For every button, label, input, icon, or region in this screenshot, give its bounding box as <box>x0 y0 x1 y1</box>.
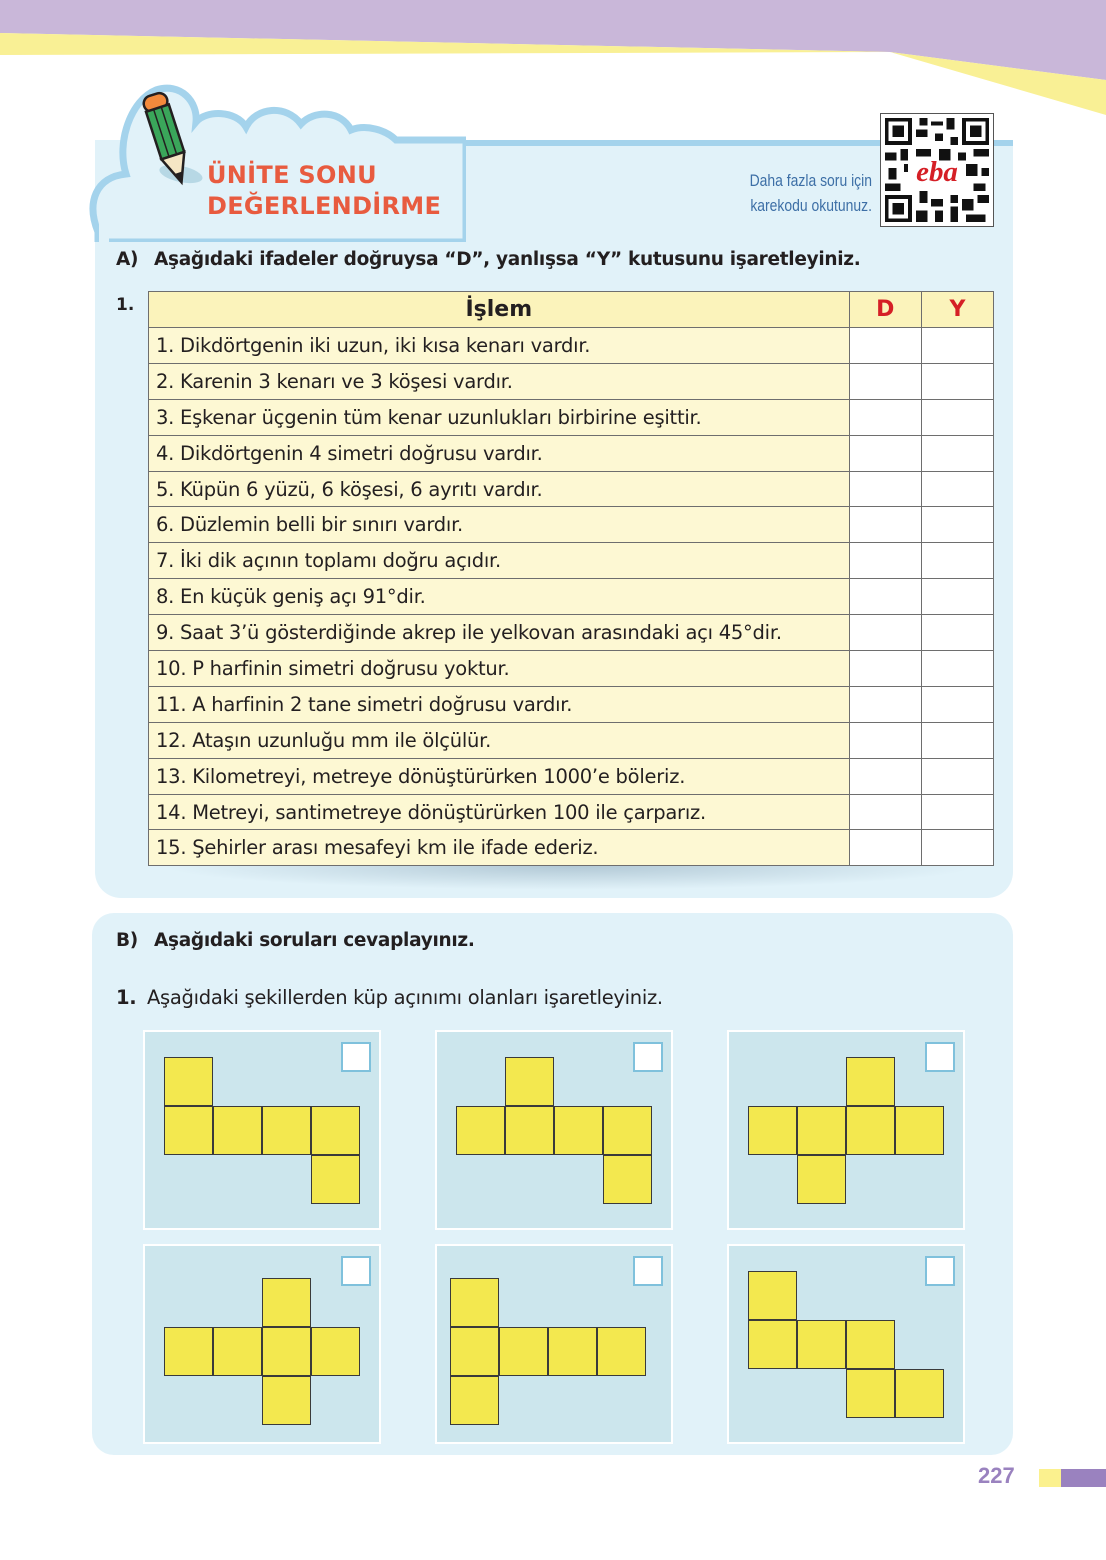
question-number: 1. <box>116 986 137 1009</box>
y-checkbox[interactable] <box>921 794 993 830</box>
net-square <box>262 1106 311 1155</box>
d-checkbox[interactable] <box>849 615 921 651</box>
y-checkbox[interactable] <box>921 758 993 794</box>
y-checkbox[interactable] <box>921 615 993 651</box>
cube-net-card-5 <box>435 1244 673 1444</box>
statement-cell: 14. Metreyi, santimetreye dönüştürürken 100 ile çarparız. <box>149 794 850 830</box>
cube-net-card-2 <box>435 1030 673 1230</box>
section-b-instruction-text: Aşağıdaki soruları cevaplayınız. <box>154 930 475 951</box>
question-text: Aşağıdaki şekillerden küp açınımı olanları işaretleyiniz. <box>147 986 663 1009</box>
net-square <box>450 1278 499 1327</box>
section-a-label: A) <box>116 249 139 270</box>
answer-checkbox[interactable] <box>633 1256 663 1286</box>
net-square <box>311 1106 360 1155</box>
table-row <box>149 651 994 687</box>
y-checkbox[interactable] <box>921 543 993 579</box>
qr-code-icon[interactable] <box>880 113 994 227</box>
table-shadow <box>160 866 980 890</box>
d-checkbox[interactable] <box>849 399 921 435</box>
net-square <box>846 1320 895 1369</box>
answer-checkbox[interactable] <box>925 1042 955 1072</box>
y-checkbox[interactable] <box>921 507 993 543</box>
net-square <box>505 1106 554 1155</box>
page-tab-purple <box>1061 1469 1106 1487</box>
d-checkbox[interactable] <box>849 722 921 758</box>
table-row <box>149 435 994 471</box>
table-row <box>149 363 994 399</box>
table-row <box>149 758 994 794</box>
d-checkbox[interactable] <box>849 507 921 543</box>
table-row <box>149 615 994 651</box>
net-square <box>262 1278 311 1327</box>
d-checkbox[interactable] <box>849 579 921 615</box>
section-b-instruction <box>116 930 475 951</box>
net-square <box>213 1327 262 1376</box>
d-checkbox[interactable] <box>849 651 921 687</box>
statement-cell: 2. Karenin 3 kenarı ve 3 köşesi vardır. <box>149 363 850 399</box>
net-square <box>164 1327 213 1376</box>
statement-cell: 3. Eşkenar üçgenin tüm kenar uzunlukları birbirine eşittir. <box>149 399 850 435</box>
net-square <box>846 1057 895 1106</box>
statement-cell: 13. Kilometreyi, metreye dönüştürürken 1000’e böleriz. <box>149 758 850 794</box>
statement-cell: 15. Şehirler arası mesafeyi km ile ifade ederiz. <box>149 830 850 866</box>
answer-checkbox[interactable] <box>341 1042 371 1072</box>
d-checkbox[interactable] <box>849 471 921 507</box>
y-checkbox[interactable] <box>921 363 993 399</box>
net-square <box>597 1327 646 1376</box>
d-checkbox[interactable] <box>849 794 921 830</box>
page-number: 227 <box>978 1463 1015 1488</box>
net-square <box>311 1155 360 1204</box>
cube-net-card-6 <box>727 1244 965 1444</box>
table-row <box>149 399 994 435</box>
net-square <box>262 1327 311 1376</box>
table-row <box>149 507 994 543</box>
net-square <box>846 1369 895 1418</box>
question-number: 1. <box>116 295 135 315</box>
title-line-2: DEĞERLENDİRME <box>207 192 442 220</box>
section-b-label: B) <box>116 930 138 951</box>
y-checkbox[interactable] <box>921 471 993 507</box>
net-square <box>603 1155 652 1204</box>
table-row <box>149 794 994 830</box>
table-row <box>149 579 994 615</box>
d-checkbox[interactable] <box>849 543 921 579</box>
net-square <box>748 1320 797 1369</box>
y-checkbox[interactable] <box>921 399 993 435</box>
statement-cell: 6. Düzlemin belli bir sınırı vardır. <box>149 507 850 543</box>
net-square <box>213 1106 262 1155</box>
cube-net-card-1 <box>143 1030 381 1230</box>
d-checkbox[interactable] <box>849 435 921 471</box>
y-checkbox[interactable] <box>921 579 993 615</box>
qr-caption <box>731 168 872 218</box>
table-row <box>149 686 994 722</box>
net-square <box>554 1106 603 1155</box>
qr-caption-line-2: karekodu okutunuz. <box>750 196 872 215</box>
table-header-row <box>149 292 994 328</box>
net-square <box>499 1327 548 1376</box>
net-square <box>262 1376 311 1425</box>
statement-cell: 9. Saat 3’ü gösterdiğinde akrep ile yelkovan arasındaki açı 45°dir. <box>149 615 850 651</box>
cube-net-card-3 <box>727 1030 965 1230</box>
statement-cell: 8. En küçük geniş açı 91°dir. <box>149 579 850 615</box>
table-row <box>149 722 994 758</box>
net-square <box>548 1327 597 1376</box>
net-square <box>450 1376 499 1425</box>
title-line-1: ÜNİTE SONU <box>207 161 377 189</box>
net-square <box>797 1106 846 1155</box>
d-checkbox[interactable] <box>849 758 921 794</box>
eba-logo: eba <box>916 155 958 188</box>
table-row <box>149 830 994 866</box>
y-checkbox[interactable] <box>921 722 993 758</box>
page-tab-yellow <box>1039 1469 1061 1487</box>
net-square <box>505 1057 554 1106</box>
net-square <box>311 1327 360 1376</box>
column-header-d: D <box>849 292 921 328</box>
section-a-instruction-text: Aşağıdaki ifadeler doğruysa “D”, yanlışsa “Y” kutusunu işaretleyiniz. <box>154 249 861 270</box>
y-checkbox[interactable] <box>921 328 993 364</box>
d-checkbox[interactable] <box>849 830 921 866</box>
cube-net-question <box>116 986 663 1009</box>
net-square <box>450 1327 499 1376</box>
net-square <box>895 1106 944 1155</box>
true-false-table <box>148 291 994 866</box>
cube-net-card-4 <box>143 1244 381 1444</box>
d-checkbox[interactable] <box>849 328 921 364</box>
table-row <box>149 543 994 579</box>
answer-checkbox[interactable] <box>341 1256 371 1286</box>
net-square <box>603 1106 652 1155</box>
net-square <box>748 1106 797 1155</box>
statement-cell: 10. P harfinin simetri doğrusu yoktur. <box>149 651 850 687</box>
answer-checkbox[interactable] <box>925 1256 955 1286</box>
y-checkbox[interactable] <box>921 435 993 471</box>
y-checkbox[interactable] <box>921 686 993 722</box>
d-checkbox[interactable] <box>849 686 921 722</box>
net-square <box>895 1369 944 1418</box>
statement-cell: 5. Küpün 6 yüzü, 6 köşesi, 6 ayrıtı vardır. <box>149 471 850 507</box>
net-square <box>797 1320 846 1369</box>
net-square <box>846 1106 895 1155</box>
section-a-instruction <box>116 249 861 270</box>
statement-cell: 7. İki dik açının toplamı doğru açıdır. <box>149 543 850 579</box>
table-row <box>149 471 994 507</box>
column-header-islem: İşlem <box>149 292 850 328</box>
net-square <box>748 1271 797 1320</box>
net-square <box>164 1106 213 1155</box>
net-square <box>164 1057 213 1106</box>
column-header-y: Y <box>921 292 993 328</box>
net-square <box>797 1155 846 1204</box>
statement-cell: 4. Dikdörtgenin 4 simetri doğrusu vardır. <box>149 435 850 471</box>
y-checkbox[interactable] <box>921 830 993 866</box>
statement-cell: 11. A harfinin 2 tane simetri doğrusu vardır. <box>149 686 850 722</box>
page-title <box>207 160 441 222</box>
statement-cell: 12. Ataşın uzunluğu mm ile ölçülür. <box>149 722 850 758</box>
y-checkbox[interactable] <box>921 651 993 687</box>
table-row <box>149 328 994 364</box>
answer-checkbox[interactable] <box>633 1042 663 1072</box>
statement-cell: 1. Dikdörtgenin iki uzun, iki kısa kenarı vardır. <box>149 328 850 364</box>
d-checkbox[interactable] <box>849 363 921 399</box>
qr-caption-line-1: Daha fazla soru için <box>749 171 872 190</box>
net-square <box>456 1106 505 1155</box>
